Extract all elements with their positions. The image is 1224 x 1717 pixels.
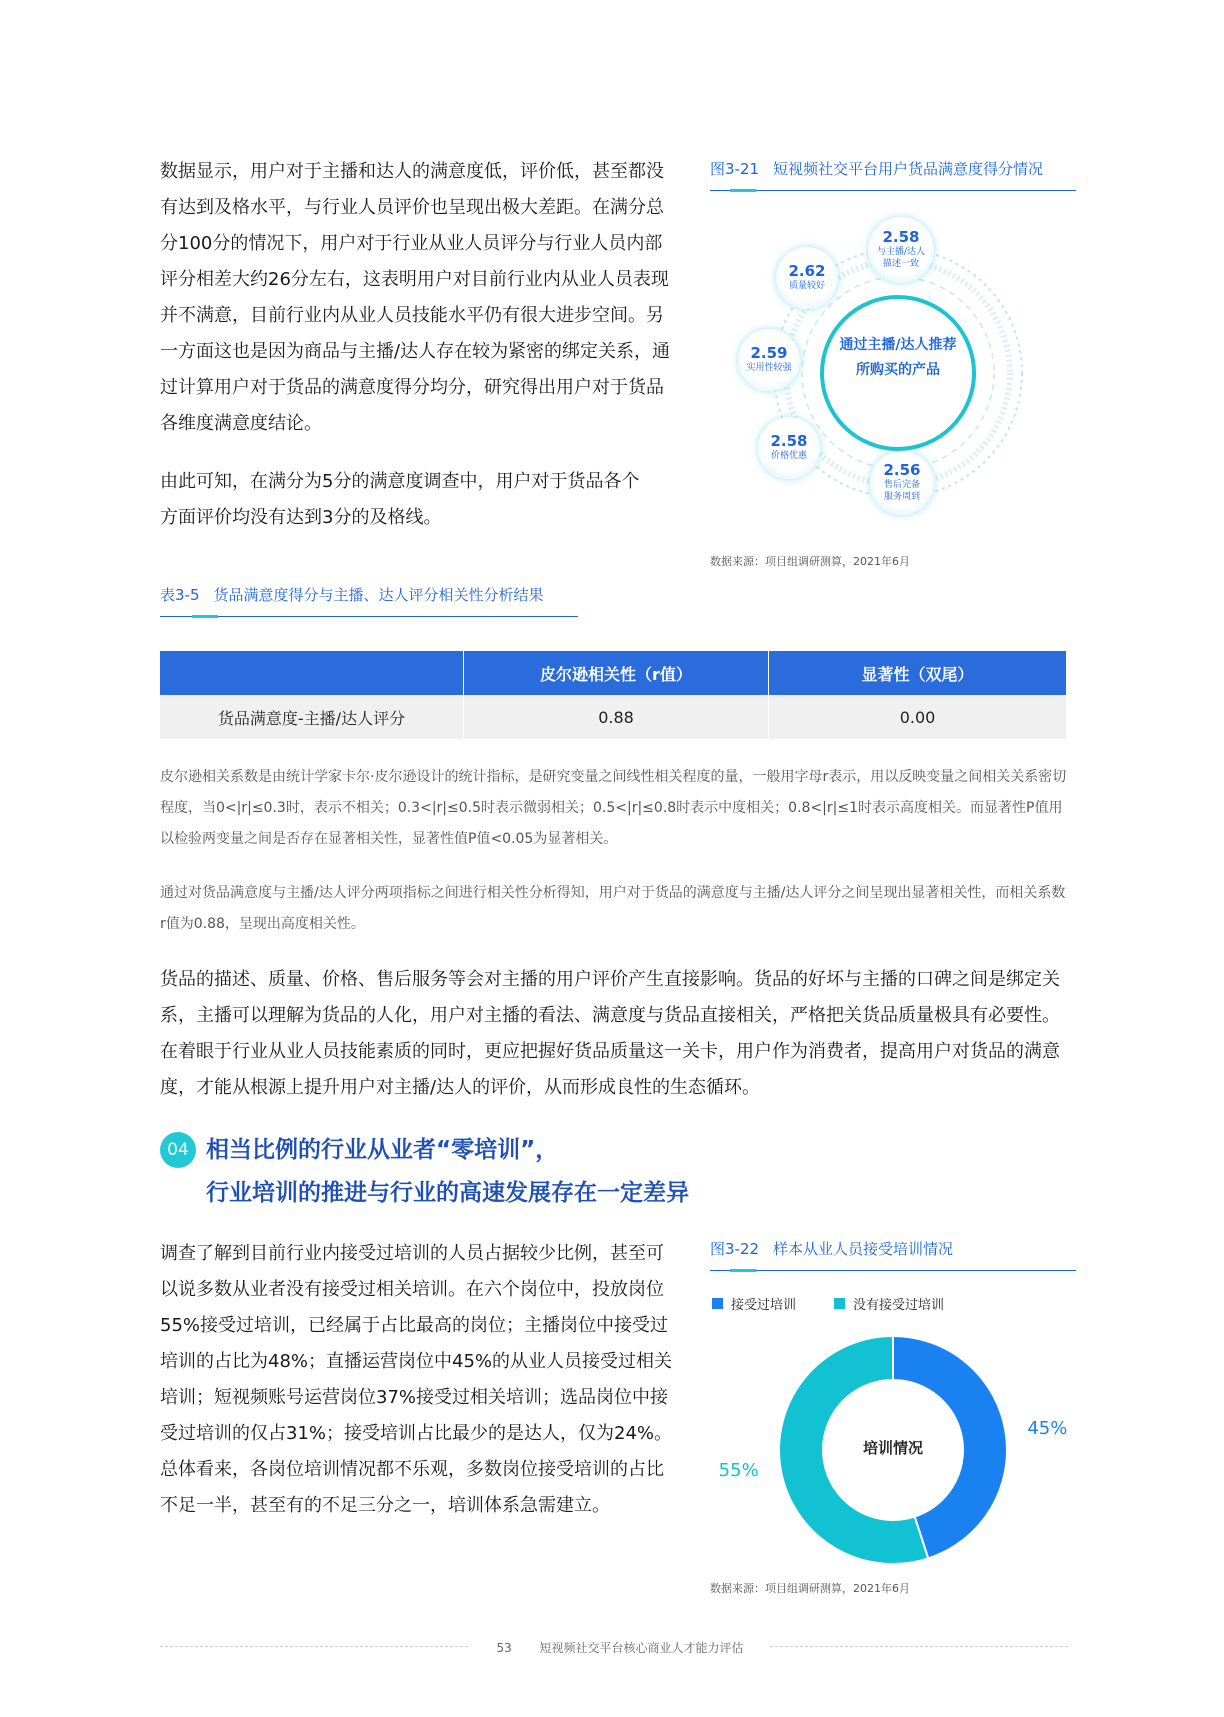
bubble-label: 售后完备服务周到 — [883, 480, 920, 502]
figure-number: 图3-22 — [710, 1240, 760, 1258]
legend-swatch — [834, 1298, 845, 1309]
table-header-cell: 皮尔逊相关性（r值） — [464, 651, 769, 695]
bubble-aftersales — [870, 451, 934, 515]
training-paragraph: 调查了解到目前行业内接受过培训的人员占据较少比例，甚至可以说多数从业者没有接受过相关培训。在六个岗位中，投放岗位55%接受过培训，已经属于占比最高的岗位；主播岗位中接受过培训的占比为48%；直播运营岗位中45%的从业人员接受过相关培训；短视频账号运营岗位37%接受过相关培训；选品岗位中接受过培训的仅占31%；接受培训占比最少的是达人，仅为24%。总体看来，各岗位培训情况都不乐观，多数岗位接受培训的占比不足一半，甚至有的不足三分之一，培训体系急需建立。 — [160, 1243, 673, 1516]
bubble-label: 质量较好 — [788, 281, 825, 291]
section-title-line1: 相当比例的行业从业者“零培训”， — [206, 1137, 559, 1163]
center-label: 通过主播/达人推荐所购买的产品 — [839, 337, 957, 378]
chart-legend — [712, 1294, 944, 1313]
bubble-value: 2.58 — [770, 432, 808, 450]
table-header-row — [160, 651, 1066, 695]
legend-label: 没有接受过培训 — [853, 1298, 945, 1313]
section-badge: 04 — [160, 1132, 196, 1168]
intro-paragraph: 数据显示，用户对于主播和达人的满意度低，评价低，甚至都没有达到及格水平，与行业人员评价也呈现出极大差距。在满分总分100分的情况下，用户对于行业从业人员评分与行业人员内部评分相差大约26分左右，这表明用户对目前行业内从业人员表现并不满意，目前行业内从业人员技能水平仍有很大进步空间。另一方面这也是因为商品与主播/达人存在较为紧密的绑定关系，通过计算用户对于货品的满意度得分均分，研究得出用户对于货品各维度满意度结论。 — [160, 161, 671, 434]
satisfaction-diagram — [730, 215, 1060, 515]
bubble-label: 与主播/达人描述一致 — [876, 247, 926, 269]
donut-center-label: 培训情况 — [862, 1439, 923, 1457]
figure-22-header — [710, 1238, 1076, 1274]
slice-value-label: 45% — [1027, 1417, 1068, 1439]
table-number: 表3-5 — [160, 586, 200, 604]
conclusion-paragraph: 由此可知，在满分为5分的满意度调查中，用户对于货品各个方面评价均没有达到3分的及格线。 — [160, 471, 640, 528]
figure-22-source: 数据来源：项目组调研测算，2021年6月 — [710, 1582, 910, 1595]
bubble-price — [758, 417, 820, 479]
table-header-cell: 显著性（双尾） — [769, 651, 1067, 695]
bubble-quality — [776, 247, 838, 309]
correlation-table — [160, 651, 1066, 739]
report-title: 短视频社交平台核心商业人才能力评估 — [539, 1641, 744, 1655]
table-title: 货品满意度得分与主播、达人评分相关性分析结果 — [213, 586, 544, 604]
table-cell: 货品满意度-主播/达人评分 — [160, 695, 464, 739]
figure-21-header — [710, 158, 1076, 194]
legend-item — [834, 1294, 944, 1313]
figure-title: 样本从业人员接受培训情况 — [773, 1240, 954, 1258]
section-title-line2: 行业培训的推进与行业的高速发展存在一定差异 — [206, 1180, 689, 1206]
bubble-value: 2.62 — [788, 262, 826, 280]
page-number: 53 — [496, 1641, 512, 1655]
slice-value-label: 55% — [718, 1460, 759, 1482]
table-header-cell — [160, 651, 464, 695]
figure-21-source: 数据来源：项目组调研测算，2021年6月 — [710, 555, 910, 568]
pearson-note: 皮尔逊相关系数是由统计学家卡尔·皮尔逊设计的统计指标，是研究变量之间线性相关程度的量，一般用字母r表示，用以反映变量之间相关关系密切程度，当0<|r|≤0.3时，表示不相关；0.3<|r|≤0.5时表示微弱相关；0.5<|r|≤0.8时表示中度相关；0.8<|r|≤1时表示高度相关。而显著性P值用以检验两变量之间是否存在显著相关性，显著性值P值<0.05为显著相关。 — [160, 769, 1067, 847]
bubble-label: 价格优惠 — [770, 451, 807, 461]
analysis-note: 通过对货品满意度与主播/达人评分两项指标之间进行相关性分析得知，用户对于货品的满意度与主播/达人评分之间呈现出显著相关性，而相关系数r值为0.88，呈现出高度相关性。 — [160, 885, 1066, 932]
bubble-label: 实用性较强 — [746, 363, 792, 373]
bubble-consistent — [868, 217, 934, 283]
bubble-value: 2.59 — [750, 344, 788, 362]
page-footer — [478, 1639, 762, 1656]
training-donut-chart — [710, 1320, 1076, 1580]
table-cell: 0.00 — [769, 695, 1067, 739]
bubble-value: 2.56 — [883, 461, 921, 479]
table-35-header — [160, 584, 578, 620]
legend-label: 接受过培训 — [731, 1298, 797, 1313]
table-row — [160, 695, 1066, 739]
figure-title: 短视频社交平台用户货品满意度得分情况 — [773, 160, 1044, 178]
figure-number: 图3-21 — [710, 160, 760, 178]
legend-item — [712, 1294, 796, 1313]
bubble-practical — [738, 329, 800, 391]
impact-paragraph: 货品的描述、质量、价格、售后服务等会对主播的用户评价产生直接影响。货品的好坏与主播的口碑之间是绑定关系，主播可以理解为货品的人化，用户对主播的看法、满意度与货品直接相关，严格把关货品质量极具有必要性。在着眼于行业从业人员技能素质的同时，更应把握好货品质量这一关卡，用户作为消费者，提高用户对货品的满意度，才能从根源上提升用户对主播/达人的评价，从而形成良性的生态循环。 — [160, 969, 1060, 1098]
legend-swatch — [712, 1298, 723, 1309]
bubble-value: 2.58 — [882, 228, 920, 246]
table-cell: 0.88 — [464, 695, 769, 739]
